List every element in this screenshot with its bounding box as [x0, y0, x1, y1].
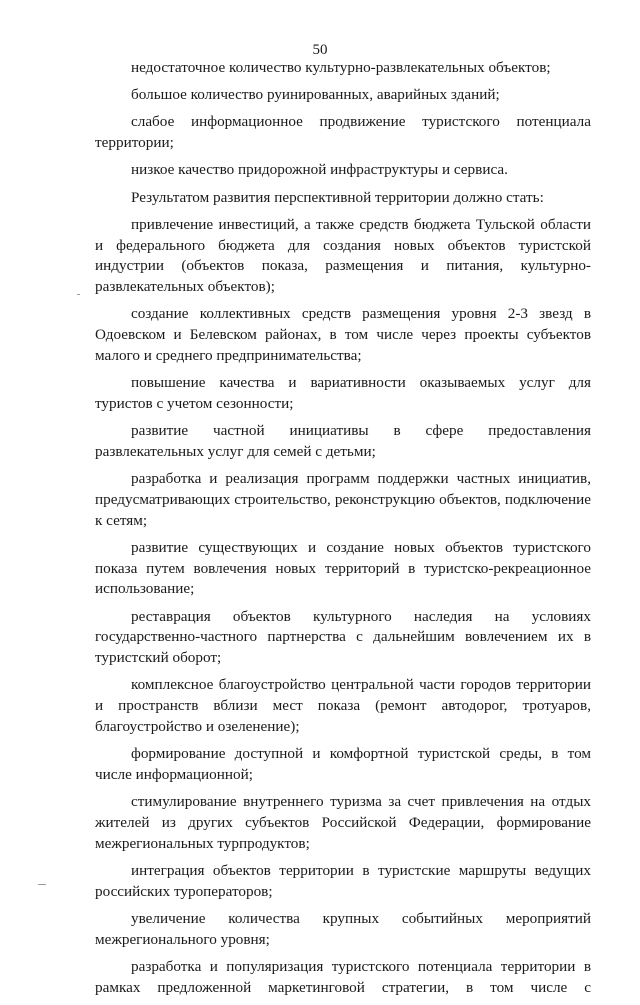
paragraph: Результатом развития перспективной территории должно стать: [131, 188, 544, 206]
scan-dot [77, 294, 80, 295]
paragraph: слабое информационное продвижение туристского потенциала территории; [95, 113, 591, 152]
paragraph: реставрация объектов культурного наследия на условиях государственно-частного партнерства с дальнейшим вовлечением их в туристский оборот; [95, 607, 591, 667]
page-number: 50 [312, 42, 328, 58]
paragraph: комплексное благоустройство центральной части городов территории и пространств вблизи мест показа (ремонт автодорог, тротуаров, благоустройство и озеленение); [95, 676, 591, 735]
paragraph: повышение качества и вариативности оказываемых услуг для туристов с учетом сезонности; [95, 374, 591, 412]
paragraph: стимулирование внутреннего туризма за счет привлечения на отдых жителей из других субъектов Российской Федерации, формирование межрегиональных турпродуктов; [95, 793, 591, 852]
paragraph: формирование доступной и комфортной туристской среды, в том числе информационной; [95, 745, 591, 783]
paragraph: привлечение инвестиций, а также средств бюджета Тульской области и федерального бюджета для создания новых объектов туристской индустрии (объектов показа, размещения и питания, культурно-развлекательных объектов); [95, 215, 591, 296]
paragraph: интеграция объектов территории в туристские маршруты ведущих российских туроператоров; [95, 861, 591, 900]
paragraph: разработка и реализация программ поддержки частных инициатив, предусматривающих строительство, реконструкцию объектов, подключение к сетям; [95, 470, 591, 529]
scan-dot [38, 884, 46, 885]
paragraph: низкое качество придорожной инфраструктуры и сервиса. [131, 161, 508, 179]
paragraph: недостаточное количество культурно-развлекательных объектов; [131, 59, 551, 76]
body-text [95, 58, 591, 1005]
paragraph: разработка и популяризация туристского потенциала территории в рамках предложенной маркетинговой стратегии, в том числе с [95, 957, 591, 996]
paragraph: создание коллективных средств размещения уровня 2-3 звезд в Одоевском и Белевском районах, в том числе через проекты субъектов малого и среднего предпринимательства; [95, 305, 591, 364]
paragraph: большое количество руинированных, аварийных зданий; [131, 86, 500, 104]
paragraph: увеличение количества крупных событийных мероприятий межрегионального уровня; [95, 909, 591, 948]
paragraph: развитие частной инициативы в сфере предоставления развлекательных услуг для семей с детьми; [95, 422, 591, 460]
paragraph: развитие существующих и создание новых объектов туристского показа путем вовлечения новых территорий в туристско-рекреационное использование; [95, 538, 591, 598]
